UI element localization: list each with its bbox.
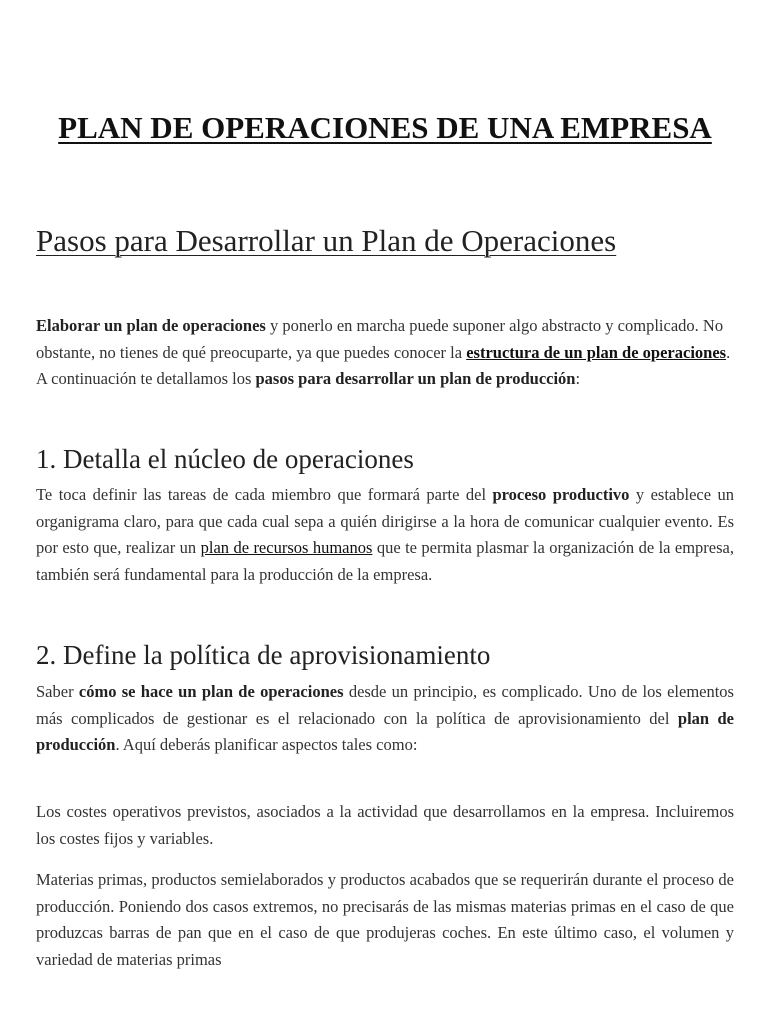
document-title: PLAN DE OPERACIONES DE UNA EMPRESA [58,110,712,145]
intro-link-structure[interactable]: estructura de un plan de operaciones [466,342,727,362]
step1-heading: 1. Detalla el núcleo de operaciones [36,444,414,474]
step2-paragraph-1: Saber cómo se hace un plan de operaciones desde un principio, es complicado. Uno de los elementos más complicados de gestionar es el relacionado con la política de aprovisionamiento del plan de producción. Aquí deberás planificar aspectos tales como: [36,682,734,754]
step1-paragraph: Te toca definir las tareas de cada miembro que formará parte del proceso productivo y establece un organigrama claro, para que cada cual sepa a quién dirigirse a la hora de comunicar cualquier evento. Es por esto que, realizar un plan de recursos humanos que te permita plasmar la organización de la empresa, también será fundamental para la producción de la empresa. [36,485,734,584]
step1-bold: proceso productivo [492,485,630,504]
step2-paragraph-2: Los costes operativos previstos, asociados a la actividad que desarrollamos en la empresa. Incluiremos los costes fijos y variables. [36,802,734,848]
intro-bold-1: Elaborar un plan de operaciones [36,316,266,335]
intro-bold-2: pasos para desarrollar un plan de producción [255,369,576,388]
section-title: Pasos para Desarrollar un Plan de Operaciones [36,223,617,258]
step2-paragraph-3: Materias primas, productos semielaborados y productos acabados que se requerirán durante el proceso de producción. Poniendo dos casos extremos, no precisarás de las mismas materias primas en el caso de que produzcas barras de pan que en el caso de que produjeras coches. En este último caso, el volumen y variedad de materias primas [36,870,734,969]
step2-bold-1: cómo se hace un plan de operaciones [78,682,344,701]
intro-paragraph: Elaborar un plan de operaciones y ponerlo en marcha puede suponer algo abstracto y complicado. No obstante, no tienes de qué preocuparte, ya que puedes conocer la estructura de un plan de operaciones. A continuación te detallamos los pasos para desarrollar un plan de producción: [36,316,731,388]
step2-bold-2: plan de producción [36,708,734,754]
step1-link-hr-plan[interactable]: plan de recursos humanos [200,538,373,557]
step2-heading: 2. Define la política de aprovisionamiento [36,640,491,670]
